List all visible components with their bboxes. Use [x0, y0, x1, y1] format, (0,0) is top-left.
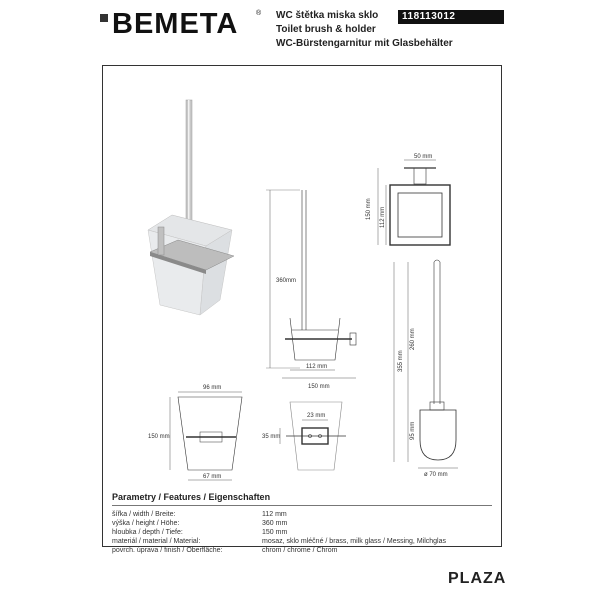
features-divider — [112, 505, 492, 506]
feature-value-material: mosaz, sklo mléčné / brass, milk glass / Messing, Milchglas — [262, 538, 446, 545]
dim-side-diameter: ø 70 mm — [424, 472, 448, 478]
dim-top-depth: 112 mm — [380, 206, 386, 228]
title-de: WC-Bürstengarnitur mit Glasbehälter — [276, 38, 453, 49]
product-name: PLAZA — [448, 570, 507, 587]
registered-mark: ® — [256, 10, 262, 17]
dim-front-height: 360mm — [276, 278, 297, 284]
front-view — [266, 190, 356, 378]
dim-front-width: 112 mm — [306, 364, 328, 370]
dim-cup-top: 96 mm — [203, 385, 222, 391]
product-code: 118113012 — [398, 10, 504, 24]
dim-front-depth: 150 mm — [308, 384, 330, 390]
features-title: Parametry / Features / Eigenschaften — [112, 492, 271, 502]
feature-label-height: výška / height / Höhe: — [112, 520, 180, 527]
title-cz: WC štětka miska sklo — [276, 10, 379, 21]
feature-label-material: materiál / material / Material: — [112, 538, 201, 545]
dim-bracket-height: 35 mm — [262, 434, 281, 440]
feature-value-depth: 150 mm — [262, 529, 288, 536]
feature-value-width: 112 mm — [262, 511, 287, 518]
dim-bracket-width: 23 mm — [307, 413, 326, 419]
top-view — [378, 160, 450, 245]
feature-label-width: šířka / width / Breite: — [112, 511, 176, 518]
feature-value-height: 360 mm — [262, 520, 288, 527]
dim-top-width: 50 mm — [414, 154, 433, 160]
dim-cup-bottom: 67 mm — [203, 474, 222, 480]
brand-logo: BEMETA — [112, 8, 239, 40]
dim-side-cup: 95 mm — [410, 421, 416, 440]
cup-view — [170, 392, 242, 480]
dim-top-height: 150 mm — [366, 198, 372, 220]
dim-side-brush: 260 mm — [410, 328, 416, 350]
feature-value-finish: chrom / chrome / Chrom — [262, 547, 338, 554]
dim-side-total: 355 mm — [398, 350, 404, 372]
dim-cup-height: 150 mm — [148, 434, 170, 440]
feature-label-finish: povrch. úprava / finish / Oberfläche: — [112, 547, 223, 554]
title-en: Toilet brush & holder — [276, 24, 376, 35]
product-photo — [148, 100, 234, 315]
feature-label-depth: hloubka / depth / Tiefe: — [112, 529, 183, 536]
